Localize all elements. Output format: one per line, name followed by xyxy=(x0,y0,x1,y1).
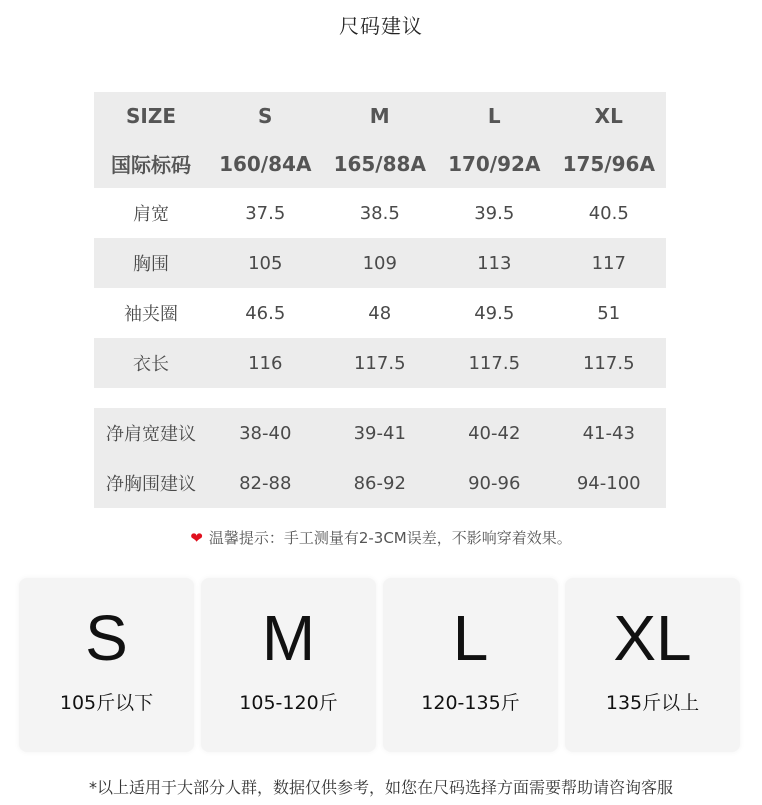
intl-label: 国际标码 xyxy=(111,153,191,177)
size-table xyxy=(94,92,666,508)
tip-text: 温馨提示：手工测量有2-3CM误差，不影响穿着效果。 xyxy=(208,529,572,547)
card-weight-range: 135斤以上 xyxy=(605,692,700,714)
table-cell: 116 xyxy=(248,352,283,374)
row-label: 肩宽 xyxy=(133,204,169,225)
table-cell: 82-88 xyxy=(239,472,292,494)
net-row xyxy=(94,408,666,458)
table-cell: 41-43 xyxy=(582,422,635,444)
card-weight-range: 105-120斤 xyxy=(239,692,338,714)
row-label: 净胸围建议 xyxy=(106,474,196,495)
table-cell: 117.5 xyxy=(353,352,406,374)
row-label: 袖夹圈 xyxy=(124,304,178,325)
size-card-xl xyxy=(565,578,740,752)
header-size-l: L xyxy=(487,103,501,128)
table-cell: 117.5 xyxy=(582,352,635,374)
table-cell: 105 xyxy=(248,252,283,274)
table-cell: 40.5 xyxy=(588,202,629,224)
intl-value: 170/92A xyxy=(448,151,541,176)
table-cell: 38.5 xyxy=(359,202,400,224)
header-label: SIZE xyxy=(125,103,176,128)
table-row xyxy=(94,338,666,388)
intl-value: 175/96A xyxy=(562,151,655,176)
weight-guide-cards xyxy=(19,578,743,752)
table-cell: 113 xyxy=(477,252,512,274)
row-label: 胸围 xyxy=(133,254,169,275)
header-size-xl: XL xyxy=(594,103,623,128)
table-cell: 39-41 xyxy=(353,422,406,444)
card-weight-range: 105斤以下 xyxy=(59,692,154,714)
header-size-m: M xyxy=(369,103,390,128)
table-cell: 37.5 xyxy=(245,202,286,224)
page-title: 尺码建议 xyxy=(339,14,423,38)
table-cell: 86-92 xyxy=(353,472,406,494)
size-card-m xyxy=(201,578,376,752)
table-row xyxy=(94,238,666,288)
table-header-row xyxy=(94,92,666,139)
table-cell: 117 xyxy=(591,252,626,274)
table-cell: 40-42 xyxy=(468,422,521,444)
table-cell: 109 xyxy=(362,252,397,274)
table-row xyxy=(94,188,666,238)
table-cell: 48 xyxy=(368,302,392,324)
card-size: XL xyxy=(613,602,692,674)
table-intl-row xyxy=(94,139,666,188)
footnote: *以上适用于大部分人群，数据仅供参考，如您在尺码选择方面需要帮助请咨询客服 xyxy=(88,778,673,797)
intl-value: 165/88A xyxy=(333,151,426,176)
heart-icon: ❤ xyxy=(190,529,203,547)
size-card-l xyxy=(383,578,558,752)
table-cell: 49.5 xyxy=(474,302,515,324)
net-row xyxy=(94,458,666,508)
card-size: M xyxy=(261,602,316,674)
table-cell: 38-40 xyxy=(239,422,292,444)
card-size: L xyxy=(452,602,489,674)
card-size: S xyxy=(85,602,128,674)
table-row xyxy=(94,288,666,338)
table-spacer xyxy=(94,388,666,408)
card-weight-range: 120-135斤 xyxy=(421,692,520,714)
table-cell: 39.5 xyxy=(474,202,515,224)
table-cell: 51 xyxy=(597,302,621,324)
header-size-s: S xyxy=(258,103,273,128)
table-cell: 90-96 xyxy=(468,472,521,494)
size-card-s xyxy=(19,578,194,752)
intl-value: 160/84A xyxy=(219,151,312,176)
row-label: 净肩宽建议 xyxy=(106,424,196,445)
measurement-tip xyxy=(0,527,762,548)
table-cell: 94-100 xyxy=(576,472,641,494)
table-cell: 46.5 xyxy=(245,302,286,324)
table-cell: 117.5 xyxy=(468,352,521,374)
row-label: 衣长 xyxy=(133,354,169,375)
